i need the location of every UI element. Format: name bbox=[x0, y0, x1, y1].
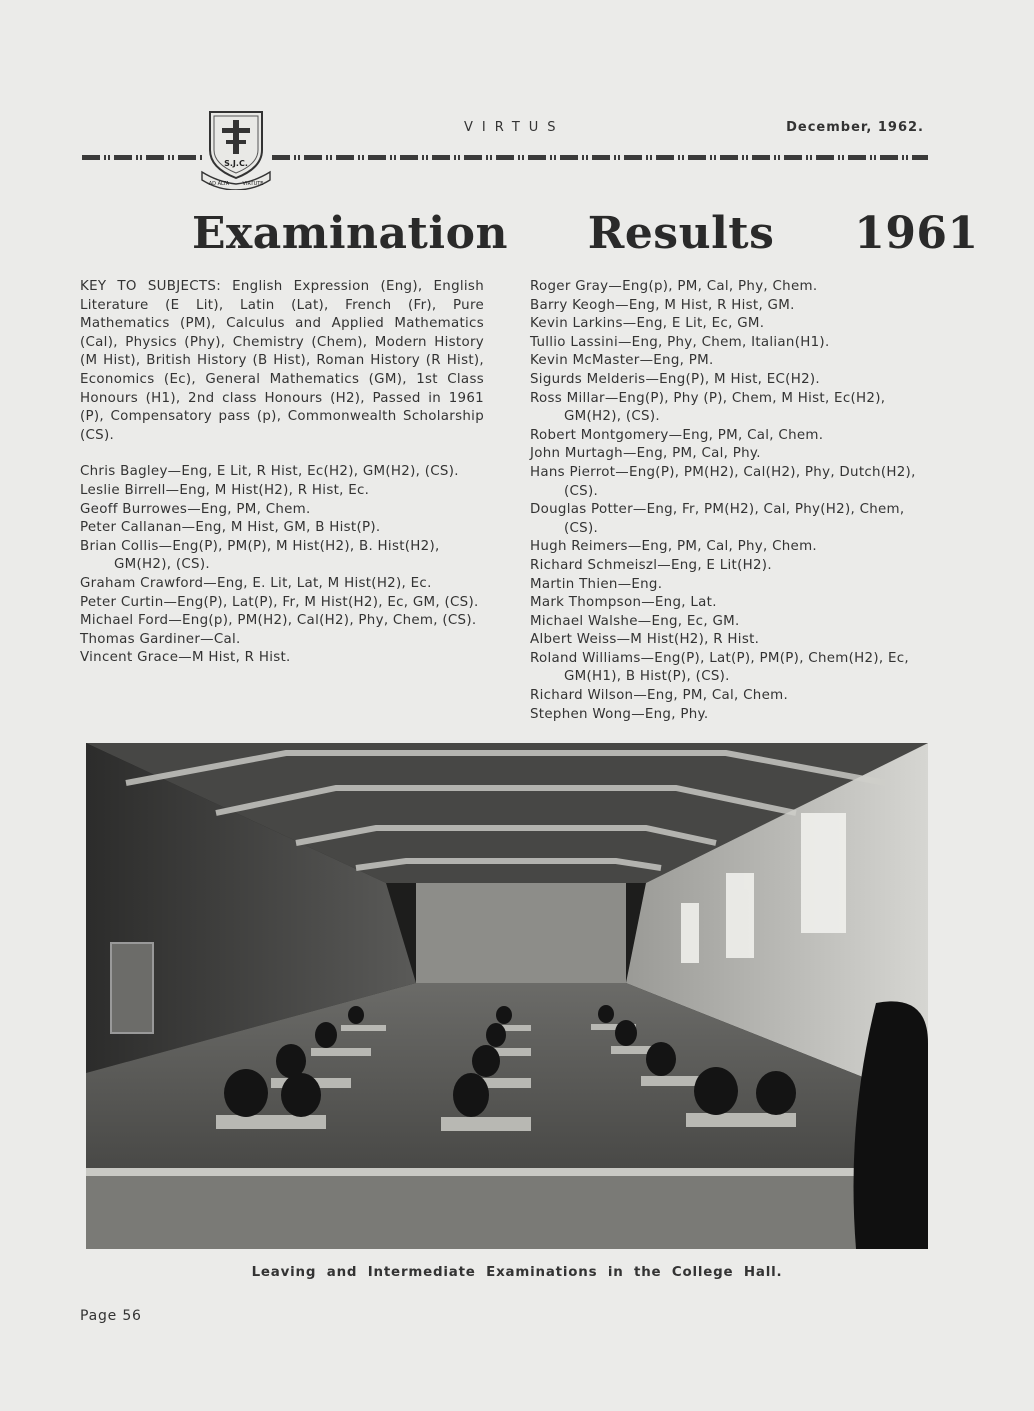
result-entry: Martin Thien—Eng. bbox=[530, 576, 663, 592]
result-entry: Richard Schmeiszl—Eng, E Lit(H2). bbox=[530, 557, 772, 573]
result-entry: Ross Millar—Eng(P), Phy (P), Chem, M Hist, Ec(H2), GM(H2), (CS). bbox=[530, 390, 886, 425]
result-entry: Roland Williams—Eng(P), Lat(P), PM(P), Chem(H2), Ec, GM(H1), B Hist(P), (CS). bbox=[530, 650, 909, 685]
result-entry: Robert Montgomery—Eng, PM, Cal, Chem. bbox=[530, 427, 824, 443]
result-entry: Mark Thompson—Eng, Lat. bbox=[530, 595, 717, 611]
issue-date: December, 1962. bbox=[786, 120, 924, 135]
results-column-right bbox=[530, 278, 934, 724]
college-crest-icon bbox=[200, 106, 272, 190]
result-entry: Peter Curtin—Eng(P), Lat(P), Fr, M Hist(H2), Ec, GM, (CS). bbox=[80, 594, 479, 610]
exam-hall-illustration bbox=[86, 743, 928, 1249]
result-entry: Stephen Wong—Eng, Phy. bbox=[530, 706, 709, 722]
result-entry: Douglas Potter—Eng, Fr, PM(H2), Cal, Phy(H2), Chem, (CS). bbox=[530, 502, 905, 536]
result-entry: Roger Gray—Eng(p), PM, Cal, Phy, Chem. bbox=[530, 279, 818, 294]
exam-hall-photo bbox=[86, 743, 928, 1249]
result-entry: Albert Weiss—M Hist(H2), R Hist. bbox=[530, 632, 760, 648]
result-entry: Thomas Gardiner—Cal. bbox=[80, 631, 241, 647]
crest-initials: S.J.C. bbox=[224, 159, 248, 168]
subject-key: KEY TO SUBJECTS: English Expression (Eng), English Literature (E Lit), Latin (Lat), French (Fr), Pure Mathematics (PM), Calculus and Applied Mathematics (Cal), Physics (Phy), Chemistry (Chem), Modern History (M Hist), British History (B Hist), Roman History (R Hist), Economics (Ec), General Mathematics (GM), 1st Class Honours (H1), 2nd class Honours (H2), Passed in 1961 (P), Compensatory pass (p), Commonwealth Scholarship (CS). bbox=[80, 279, 484, 443]
result-entry: John Murtagh—Eng, PM, Cal, Phy. bbox=[530, 446, 761, 462]
result-entry: Brian Collis—Eng(P), PM(P), M Hist(H2), B. Hist(H2), GM(H2), (CS). bbox=[80, 538, 440, 573]
result-entry: Sigurds Melderis—Eng(P), M Hist, EC(H2). bbox=[530, 371, 820, 387]
result-entry: Peter Callanan—Eng, M Hist, GM, B Hist(P). bbox=[80, 520, 381, 536]
running-title: VIRTUS bbox=[464, 120, 565, 135]
result-entry: Kevin McMaster—Eng, PM. bbox=[530, 353, 714, 369]
crest-motto-left: AD ALTA bbox=[208, 181, 230, 187]
ornamental-rule-right bbox=[272, 155, 928, 160]
result-entry: Barry Keogh—Eng, M Hist, R Hist, GM. bbox=[530, 297, 795, 313]
crest-motto-right: VIRTUTE bbox=[242, 181, 264, 187]
ornamental-rule-left bbox=[82, 155, 202, 160]
page-number: Page 56 bbox=[80, 1308, 142, 1324]
result-entry: Michael Walshe—Eng, Ec, GM. bbox=[530, 613, 740, 629]
page-title: Examination Results 1961 bbox=[192, 208, 979, 259]
result-entry: Hans Pierrot—Eng(P), PM(H2), Cal(H2), Phy, Dutch(H2), (CS). bbox=[530, 464, 916, 499]
result-entry: Richard Wilson—Eng, PM, Cal, Chem. bbox=[530, 688, 789, 704]
result-entry: Tullio Lassini—Eng, Phy, Chem, Italian(H1). bbox=[530, 334, 830, 350]
result-entry: Geoff Burrowes—Eng, PM, Chem. bbox=[80, 501, 311, 517]
results-column-left bbox=[80, 278, 484, 668]
result-entry: Chris Bagley—Eng, E Lit, R Hist, Ec(H2), GM(H2), (CS). bbox=[80, 464, 459, 480]
result-entry: Vincent Grace—M Hist, R Hist. bbox=[80, 650, 291, 666]
result-entry: Leslie Birrell—Eng, M Hist(H2), R Hist, Ec. bbox=[80, 482, 370, 498]
result-entry: Kevin Larkins—Eng, E Lit, Ec, GM. bbox=[530, 316, 765, 332]
result-entry: Michael Ford—Eng(p), PM(H2), Cal(H2), Phy, Chem, (CS). bbox=[80, 613, 477, 629]
photo-caption: Leaving and Intermediate Examinations in the College Hall. bbox=[251, 1265, 783, 1280]
result-entry: Hugh Reimers—Eng, PM, Cal, Phy, Chem. bbox=[530, 539, 817, 555]
result-entry: Graham Crawford—Eng, E. Lit, Lat, M Hist(H2), Ec. bbox=[80, 575, 432, 591]
